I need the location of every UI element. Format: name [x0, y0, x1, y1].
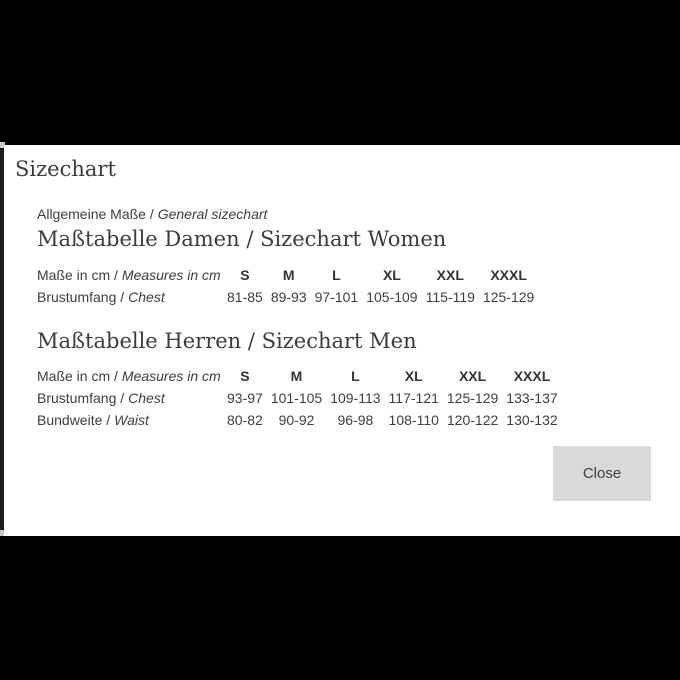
men-size-col-xxxl: XXXL [513, 368, 551, 384]
men-chest-value-l: 109-113 [330, 390, 381, 406]
men-chest-value-s: 93-97 [227, 390, 263, 406]
men-chest-value-xxl: 125-129 [446, 390, 499, 406]
women-chest-value-xl: 105-109 [366, 289, 418, 305]
women-size-col-s: S [240, 267, 250, 283]
men-section-heading: Maßtabelle Herren / Sizechart Men [37, 329, 417, 353]
women-size-table [37, 264, 538, 308]
men-table-header-row [37, 365, 562, 387]
men-chest-label: Brustumfang / Chest [37, 390, 165, 406]
men-waist-value-s: 80-82 [227, 412, 263, 428]
men-chest-value-m: 101-105 [270, 390, 323, 406]
women-size-col-xxxl: XXXL [490, 267, 527, 283]
women-chest-value-xxxl: 125-129 [482, 289, 535, 305]
subtitle-english: General sizechart [157, 206, 268, 222]
subtitle-german: Allgemeine Maße / [37, 206, 154, 222]
women-size-col-xl: XL [382, 267, 401, 283]
men-waist-label: Bundweite / Waist [37, 412, 149, 428]
men-size-col-m: M [290, 368, 303, 384]
men-chest-value-xl: 117-121 [388, 390, 439, 406]
men-waist-value-m: 90-92 [278, 412, 315, 428]
men-waist-value-l: 96-98 [337, 412, 374, 428]
general-sizechart-subtitle [37, 205, 267, 223]
women-chest-value-l: 97-101 [314, 289, 359, 305]
women-chest-row [37, 286, 538, 308]
men-waist-value-xxxl: 130-132 [506, 412, 558, 428]
men-waist-row [37, 409, 562, 431]
close-button[interactable]: Close [553, 446, 651, 501]
women-size-col-xxl: XXL [436, 267, 464, 283]
dialog-title: Sizechart [15, 157, 116, 181]
women-chest-label: Brustumfang / Chest [37, 289, 165, 305]
men-measures-label: Maße in cm / Measures in cm [37, 368, 221, 384]
women-chest-value-xxl: 115-119 [425, 289, 475, 305]
women-chest-value-s: 81-85 [227, 289, 263, 305]
men-size-col-xl: XL [404, 368, 423, 384]
men-size-table [37, 365, 562, 431]
men-size-col-s: S [240, 368, 250, 384]
men-size-col-xxl: XXL [458, 368, 487, 384]
men-size-col-l: L [351, 368, 360, 384]
women-chest-value-m: 89-93 [270, 289, 307, 305]
women-section-heading: Maßtabelle Damen / Sizechart Women [37, 227, 447, 251]
men-waist-value-xxl: 120-122 [446, 412, 499, 428]
women-measures-label: Maße in cm / Measures in cm [37, 267, 221, 283]
sizechart-dialog [4, 145, 680, 536]
women-table-header-row [37, 264, 538, 286]
men-chest-row [37, 387, 562, 409]
men-chest-value-xxxl: 133-137 [506, 390, 558, 406]
men-waist-value-xl: 108-110 [388, 412, 439, 428]
women-size-col-l: L [332, 267, 341, 283]
women-size-col-m: M [282, 267, 295, 283]
